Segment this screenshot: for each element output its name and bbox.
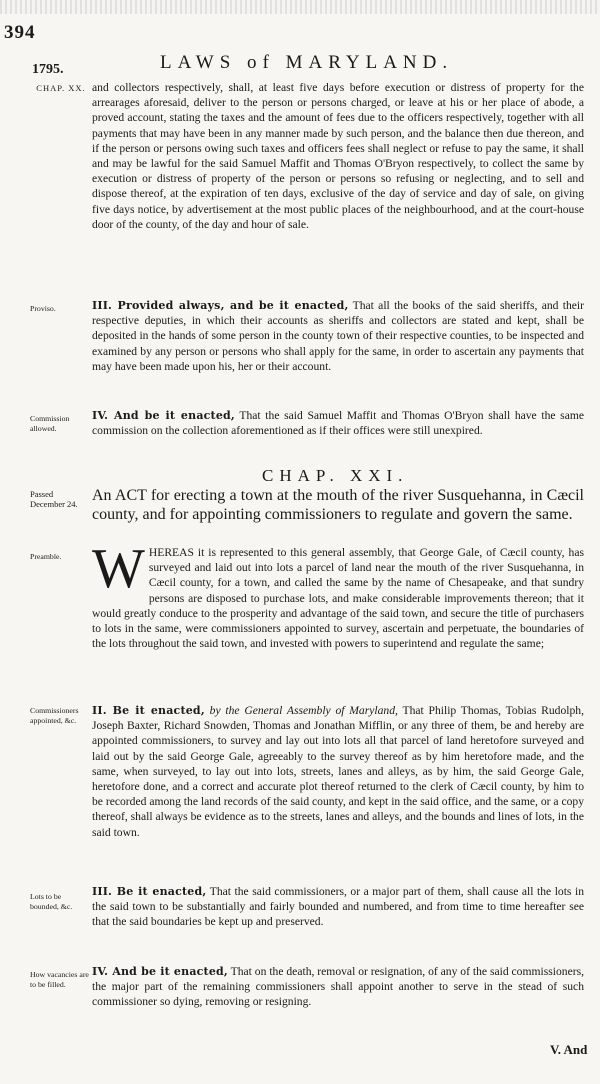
margin-note-commissioners: Commissioners appointed, &c. <box>30 706 79 725</box>
preamble <box>92 538 584 651</box>
section-lead: III. Be it enacted, <box>92 885 207 898</box>
section-italic: by the General Assembly of Maryland, <box>204 704 398 717</box>
section-lead: III. Provided always, and be it enacted, <box>92 299 349 312</box>
chapter-margin-label: CHAP. XX. <box>36 83 86 93</box>
scan-edge <box>0 0 600 14</box>
section-lead: IV. And be it enacted, <box>92 965 228 978</box>
margin-note-preamble: Preamble. <box>30 552 62 561</box>
page-number: 394 <box>4 22 36 43</box>
section-ii-commissioners <box>92 703 584 840</box>
chapter-heading: CHAP. XXI. <box>262 466 409 485</box>
section-lead: II. Be it enacted, <box>92 704 205 717</box>
section-lead: IV. And be it enacted, <box>92 409 235 422</box>
margin-note-passed: Passed December 24. <box>30 489 78 509</box>
margin-note-proviso: Proviso. <box>30 304 56 313</box>
section-text: That all the books of the said sheriffs, and their respective deputies, in which their accounts as sheriffs and collectors are stated and kept, shall be deposited in the hands of some person in the county town of their respective counties, to be inspected and examined by any person or persons who shall apply for the same, in order to ascertain any payments that may have been made upon his, her or their account. <box>92 299 584 373</box>
drop-cap: W <box>92 538 145 600</box>
year-label: 1795. <box>32 62 64 77</box>
preamble-text: HEREAS it is represented to this general assembly, that George Gale, of Cæcil county, has surveyed and laid out into lots a parcel of land near the mouth of the river Susquehanna, in Cæcil county, for a town, and called the same by the name of Chesapeake, and that sundry persons are disposed to purchase lots, and make considerable improvements thereon; that it would greatly conduce to the prosperity and advantage of the said town, and secure the title of purchasers to lots in the same, were commissioners appointed to survey, ascertain and perpetuate, the boundaries of the lots throughout the said town, and invested with powers to superintend and regulate the same; <box>92 546 584 651</box>
section-iv-commission <box>92 408 584 438</box>
act-title: An ACT for erecting a town at the mouth of the river Susquehanna, in Cæcil county, and for appointing commissioners to regulate and govern the same. <box>92 487 584 523</box>
section-iii-proviso <box>92 298 584 374</box>
section-text: That on the death, removal or resignation, of any of the said commissioners, the major part of the remaining commissioners shall appoint another to serve in the stead of such commissioner so dying, removing or resigning. <box>92 965 584 1009</box>
margin-note-vacancies: How vacancies are to be filled. <box>30 970 89 989</box>
page-title: LAWS of MARYLAND. <box>160 52 454 73</box>
margin-note-commission: Commission allowed. <box>30 414 70 433</box>
opening-paragraph: and collectors respectively, shall, at least five days before execution or distress of property for the arrearages aforesaid, deliver to the person or persons charged, or leave at his or her place of abode, a proved account, stating the taxes and the amount of fees due to the officers respectively, together with all payments that may have been in any manner made by such person, and the balance then due thereon, and if the person or persons owing such taxes and officers fees shall neglect or refuse to pay the same, it shall and may be lawful for the said Samuel Maffit and Thomas O'Bryon respectively, to collect the same by execution or distress of property of the person or persons so refusing or neglecting, and to sell and dispose thereof, at the expiration of ten days, exclusive of the day of service and day of sale, on giving five days notice, by advertisement at the most public places of the neighbourhood, and at the court-house door of the county, of the day and hour of sale. <box>92 81 584 231</box>
catchword: V. And <box>550 1042 588 1057</box>
section-text: That Philip Thomas, Tobias Rudolph, Joseph Baxter, Richard Snowden, Thomas and Jonathan Mifflin, or any three of them, be and hereby are appointed commissioners, to survey and lay out into lots all that parcel of land heretofore surveyed and laid out by the said George Gale, agreeably to the survey thereof as by him heretofore made, and the same, when surveyed, to lay out into lots, streets, lanes and alleys, as by him, the said George Gale, heretofore done, and a correct and accurate plot thereof returned to the clerk of Cæcil county, by him to be recorded among the land records of the said county, and kept in the said office, and the same, or a copy thereof, shall always be evidence as to the streets, lanes and alleys, and the bounds and lines of lots, in the said town. <box>92 704 584 839</box>
margin-note-lots: Lots to be bounded, &c. <box>30 892 73 911</box>
section-text: That the said Samuel Maffit and Thomas O'Bryon shall have the same commission on the collection aforementioned as if their offices were still unexpired. <box>92 409 585 438</box>
section-text: That the said commissioners, or a major part of them, shall cause all the lots in the said town to be substantially and fairly bounded and numbered, and from time to time hereafter see that the said boundaries be kept up and preserved. <box>92 885 584 929</box>
section-iii-lots <box>92 884 584 930</box>
section-iv-vacancies <box>92 964 584 1010</box>
